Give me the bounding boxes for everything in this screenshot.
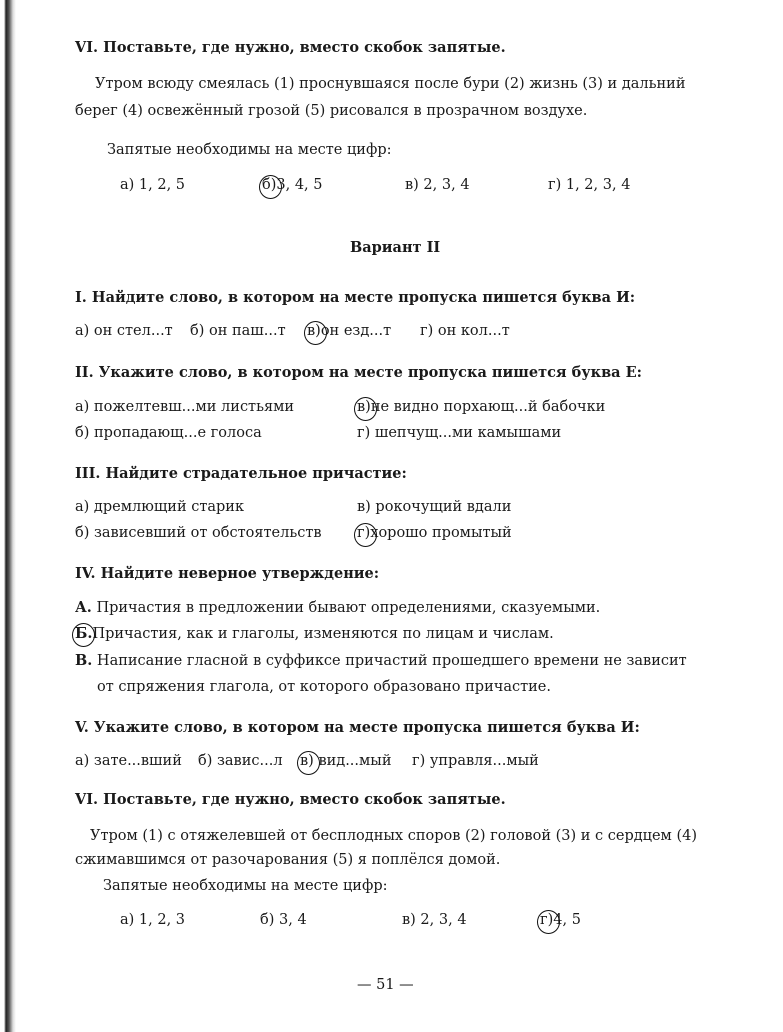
option-d: г) он кол...т xyxy=(420,323,510,339)
task-title: VI. Поставьте, где нужно, вместо скобок запятые. xyxy=(75,39,506,56)
option-text: 4, 5 xyxy=(553,912,581,928)
option-d: г) шепчущ...ми камышами xyxy=(357,425,562,441)
option-d-circled xyxy=(540,910,581,930)
option-c-circled xyxy=(357,397,605,417)
q2-title: II. Укажите слово, в котором на месте пропуска пишется буква Е: xyxy=(75,364,643,381)
q4-title: IV. Найдите неверное утверждение: xyxy=(75,565,380,582)
option-text: 3, 4, 5 xyxy=(276,177,323,193)
statement-c xyxy=(75,651,687,671)
option-d: г) 1, 2, 3, 4 xyxy=(548,177,631,193)
task-text: берег (4) освежённый грозой (5) рисовался в прозрачном воздухе. xyxy=(75,103,588,119)
option-c: в) 2, 3, 4 xyxy=(405,177,470,193)
answer-circle: б) xyxy=(262,177,277,193)
answer-circle: Б. xyxy=(75,625,93,642)
task-text: Утром всюду смеялась (1) проснувшаяся после бури (2) жизнь (3) и дальний xyxy=(95,76,686,92)
task-text: Утром (1) с отяжелевшей от бесплодных споров (2) головой (3) и с сердцем (4) xyxy=(90,828,697,844)
scan-edge xyxy=(0,0,16,1032)
answer-circle: в) xyxy=(307,323,321,339)
statement-a xyxy=(75,598,600,618)
option-c: в) 2, 3, 4 xyxy=(402,912,467,928)
answer-circle: г) xyxy=(540,912,554,928)
option-b: б) завис...л xyxy=(198,753,283,769)
statement-b-circled xyxy=(75,624,554,644)
text: Причастия, как и глаголы, изменяются по лицам и числам. xyxy=(92,626,554,642)
option-d-circled xyxy=(357,523,512,543)
option-a: а) он стел...т xyxy=(75,323,173,339)
q6-title: VI. Поставьте, где нужно, вместо скобок запятые. xyxy=(75,791,506,808)
q5-title: V. Укажите слово, в котором на месте пропуска пишется буква И: xyxy=(75,719,640,736)
task-prompt: Запятые необходимы на месте цифр: xyxy=(107,142,392,158)
option-c-circled xyxy=(307,321,391,341)
text: Причастия в предложении бывают определениями, сказуемыми. xyxy=(96,600,601,616)
option-c-circled xyxy=(300,751,392,771)
option-b: б) 3, 4 xyxy=(260,912,307,928)
option-a: а) дремлющий старик xyxy=(75,499,245,515)
option-a: а) 1, 2, 5 xyxy=(120,177,186,193)
label: В. xyxy=(75,652,93,669)
option-b: б) зависевший от обстоятельств xyxy=(75,525,322,541)
answer-circle: г) xyxy=(357,525,371,541)
option-b: б) пропадающ...е голоса xyxy=(75,425,262,441)
option-b: б) он паш...т xyxy=(190,323,286,339)
option-a: а) зате...вший xyxy=(75,753,182,769)
option-a: а) 1, 2, 3 xyxy=(120,912,186,928)
option-c: в) рокочущий вдали xyxy=(357,499,512,515)
q1-title: I. Найдите слово, в котором на месте пропуска пишется буква И: xyxy=(75,289,636,306)
answer-circle: в) xyxy=(300,753,314,769)
task-prompt: Запятые необходимы на месте цифр: xyxy=(103,878,388,894)
option-text: вид...мый xyxy=(318,753,392,769)
page-number: — 51 — xyxy=(357,977,414,993)
option-text: не видно порхающ...й бабочки xyxy=(370,399,606,415)
answer-circle: в) xyxy=(357,399,371,415)
text: Написание гласной в суффиксе причастий прошедшего времени не зависит xyxy=(96,653,687,669)
option-text: он езд...т xyxy=(320,323,392,339)
option-d: г) управля...мый xyxy=(412,753,539,769)
option-b-circled xyxy=(262,175,323,195)
statement-c-continued: от спряжения глагола, от которого образовано причастие. xyxy=(97,679,551,695)
label: А. xyxy=(75,599,92,616)
option-text: хорошо промытый xyxy=(370,525,512,541)
task-text: сжимавшимся от разочарования (5) я поплёлся домой. xyxy=(75,852,501,868)
q3-title: III. Найдите страдательное причастие: xyxy=(75,465,407,482)
variant-title: Вариант II xyxy=(350,239,441,256)
option-a: а) пожелтевш...ми листьями xyxy=(75,399,295,415)
